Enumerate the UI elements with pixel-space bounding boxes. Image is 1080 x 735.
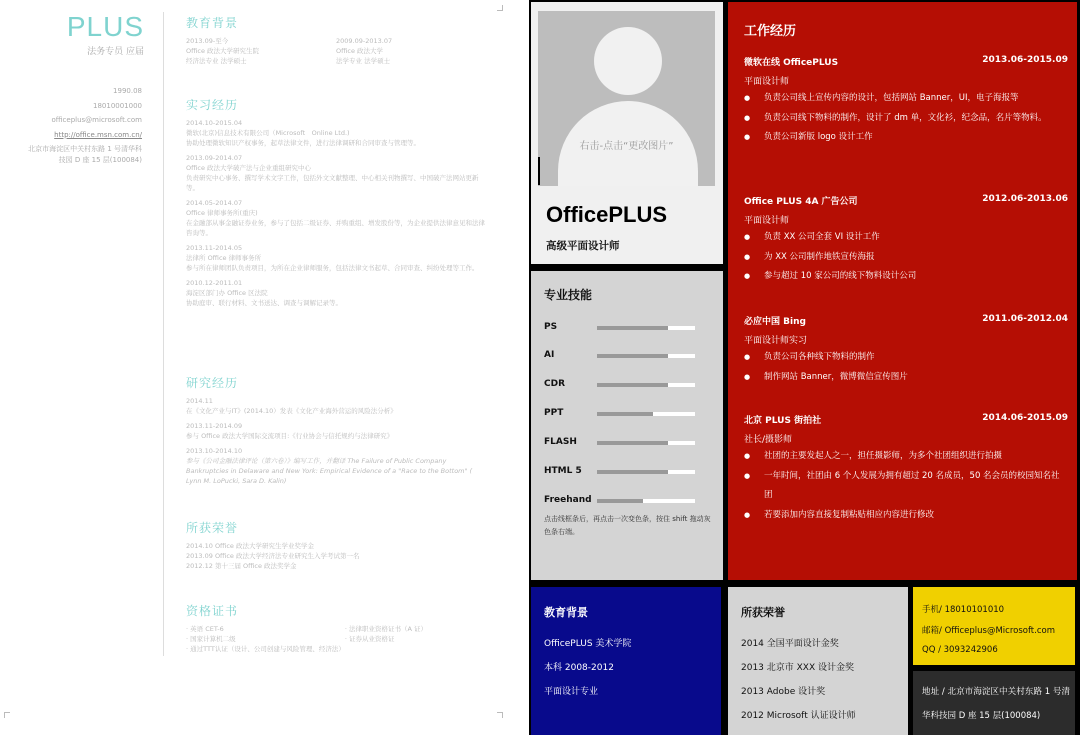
text-line: 法律所 Office 律师事务所 <box>186 254 262 262</box>
phone-line: 手机/ 18010101010 <box>922 605 1005 615</box>
section-title: 实习经历 <box>186 98 239 112</box>
skill-row <box>544 379 714 393</box>
skill-name: PPT <box>544 408 564 418</box>
bullet-item: ● 负责公司新版 logo 设计工作 <box>744 128 1064 148</box>
bullet-item: ● 为 XX 公司制作地铁宣传海报 <box>744 248 1064 268</box>
text-line: 参与 Office 政法大学国际交流项目:《行业协会与信托规约与法律研究》 <box>186 432 394 440</box>
address-panel <box>913 671 1075 735</box>
education-column <box>186 36 336 66</box>
crop-mark-icon <box>497 712 503 718</box>
list-item <box>186 243 486 273</box>
job-company: Office PLUS 4A 广告公司 <box>744 197 858 207</box>
skill-track[interactable] <box>597 499 695 503</box>
award-item: 2013 北京市 XXX 设计金奖 <box>741 663 854 673</box>
award-item: 2013 Adobe 设计奖 <box>741 687 826 697</box>
section-title: 所获荣誉 <box>741 606 785 619</box>
skill-level-bar[interactable] <box>597 326 668 330</box>
skill-level-bar[interactable] <box>597 470 668 474</box>
job-date: 2012.06-2013.06 <box>982 194 1068 204</box>
address-line: 技园 D 座 15 层(100084) <box>58 156 142 164</box>
text-line: 经济法专业 法学硕士 <box>186 57 247 65</box>
list-item <box>186 278 486 308</box>
skill-level-bar[interactable] <box>597 441 668 445</box>
text-line: 参与《公司金融法律评论（第六卷）》编写工作，并翻译 The Failure of Public Company Bankruptcies in Delaware and New York: Empirical Evidence of a "Race to the Bottom" ( Lynn M. LoPucki, Sara D. Kalin) <box>186 457 473 485</box>
job-date: 2013.06-2015.09 <box>982 55 1068 65</box>
text-line: 2013.09-2014.07 <box>186 154 243 162</box>
address-line: 北京市海淀区中关村东路 1 号清华科 <box>28 145 142 153</box>
education-section <box>186 14 486 66</box>
list-item <box>186 396 486 416</box>
skill-name: CDR <box>544 379 566 389</box>
bullet-item: ● 一年时间，社团由 6 个人发展为拥有超过 20 名成员，50 名会员的校园知名社团 <box>744 467 1064 506</box>
text-line: · 法律职业资格证书（A 证） <box>344 625 427 633</box>
bullet-item: ● 负责公司线下物料的制作，设计了 dm 单，文化衫，纪念品，名片等物料。 <box>744 109 1064 129</box>
degree-line: 本科 2008-2012 <box>544 663 614 673</box>
right-resume-page <box>529 0 1080 735</box>
email-address[interactable]: officeplus@microsoft.com <box>51 116 142 124</box>
honors-section <box>186 519 486 571</box>
major-line: 平面设计专业 <box>544 687 599 697</box>
text-line: · 国家计算机二级 <box>186 635 236 643</box>
skill-level-bar[interactable] <box>597 412 653 416</box>
job-role: 平面设计师 <box>744 77 790 87</box>
skill-row <box>544 322 714 336</box>
website-link[interactable]: http://office.msn.com.cn/ <box>54 130 142 139</box>
skill-name: PS <box>544 322 558 332</box>
skill-name: Freehand <box>544 495 592 505</box>
skills-note: 点击线框条后，再点击一次变色条，按住 shift 拖动灰色条右端。 <box>544 515 711 536</box>
text-line: · 证券从业资格证 <box>344 635 395 643</box>
skill-row <box>544 466 714 480</box>
bullet-item: ● 参与超过 10 家公司的线下物料设计公司 <box>744 267 1064 287</box>
skill-level-bar[interactable] <box>597 499 643 503</box>
skill-row <box>544 437 714 451</box>
skill-track[interactable] <box>597 412 695 416</box>
job-role: 平面设计师实习 <box>744 336 808 346</box>
job-title: 高级平面设计师 <box>546 240 620 252</box>
cert-column <box>345 624 486 654</box>
text-line: 协助处理微软知识产权事务，起草法律文件，进行法律调研和合同审查与管理等。 <box>186 139 420 147</box>
text-line: 2014.10-2015.04 <box>186 119 243 127</box>
phone-number: 18010001000 <box>93 101 142 110</box>
job-role: 社长/摄影师 <box>744 435 793 445</box>
text-line: 2010.12-2011.01 <box>186 279 243 287</box>
section-title: 所获荣誉 <box>186 521 239 535</box>
list-item <box>186 118 486 148</box>
text-line: 微软(北京)信息技术有限公司（Microsoft Online Ltd.) <box>186 129 350 137</box>
text-line: 2014.05-2014.07 <box>186 199 243 207</box>
crop-mark-icon <box>4 4 10 10</box>
brand-title: PLUS <box>66 11 144 42</box>
section-title: 教育背景 <box>544 606 588 619</box>
section-title: 专业技能 <box>544 288 593 302</box>
bullet-item: ● 若要添加内容直接复制粘贴相应内容进行修改 <box>744 506 1064 526</box>
bullet-item: ● 社团的主要发起人之一，担任摄影师，为多个社团组织进行拍摄 <box>744 447 1064 467</box>
certs-section <box>186 602 486 654</box>
text-line: 2009.09-2013.07 <box>336 37 393 45</box>
avatar-head-shape <box>594 27 662 95</box>
left-resume-page <box>0 0 512 735</box>
job-date: 2014.06-2015.09 <box>982 413 1068 423</box>
skill-name: AI <box>544 350 555 360</box>
text-line: 2013.11-2014.09 <box>186 422 243 430</box>
internship-section <box>186 96 486 313</box>
profile-panel <box>531 2 723 264</box>
text-line: 参与所在律师团队负责项目，为所在企业律师服务，包括法律文书起草、合同审查、纠纷处理等工作。 <box>186 264 479 272</box>
email-line[interactable]: 邮箱/ Officeplus@Microsoft.com <box>922 626 1055 636</box>
skill-track[interactable] <box>597 441 695 445</box>
text-line: Office 政法大学研究生院 <box>186 47 260 55</box>
job-date: 2011.06-2012.04 <box>982 314 1068 324</box>
text-line: Office 律师事务所(重庆) <box>186 209 258 217</box>
research-section <box>186 374 486 491</box>
section-title: 资格证书 <box>186 604 239 618</box>
photo-hint-text: 右击-点击“更改图片” <box>579 141 674 152</box>
crop-mark-icon <box>497 5 503 11</box>
text-line: · 通过TTT认证（设计、公司创建与风险管理、经济法） <box>186 645 345 653</box>
contact-panel <box>913 587 1075 665</box>
text-line: Office 政法大学 <box>336 47 384 55</box>
skill-row <box>544 495 714 509</box>
skill-track[interactable] <box>597 354 695 358</box>
skill-row <box>544 350 714 364</box>
qq-line: QQ / 3093242906 <box>922 645 998 655</box>
skill-level-bar[interactable] <box>597 354 668 358</box>
bullet-item: ● 负责公司线上宣传内容的设计，包括网站 Banner，UI，电子海报等 <box>744 89 1064 109</box>
avatar-placeholder-icon[interactable] <box>538 11 715 186</box>
text-line: 2013.10-2014.10 <box>186 447 243 455</box>
list-item <box>186 446 486 486</box>
awards-panel <box>728 587 908 735</box>
text-line: 在《文化产业与IT》(2014.10）发表《文化产业海外营运的风险法分析》 <box>186 407 397 415</box>
job-company: 微软在线 OfficePLUS <box>744 58 839 68</box>
candidate-name: OfficePLUS <box>546 202 668 227</box>
text-line: 法学专业 法学硕士 <box>336 57 391 65</box>
list-item <box>186 153 486 193</box>
job-company: 北京 PLUS 街拍社 <box>744 416 822 426</box>
text-line: Office 政法大学破产法与企业重组研究中心 <box>186 164 312 172</box>
bullet-item: ● 负责公司各种线下物料的制作 <box>744 348 1064 368</box>
job-entry <box>744 194 1068 287</box>
award-item: 2014 全国平面设计金奖 <box>741 639 839 649</box>
skill-row <box>544 408 714 422</box>
text-line: 在金融部从事金融证券业务，参与了包括二级证券、并购重组、增发股份等，为企业提供法律意见和法律咨询等。 <box>186 219 485 237</box>
award-item: 2012 Microsoft 认证设计师 <box>741 711 856 721</box>
skill-name: HTML 5 <box>544 466 582 476</box>
bullet-item: ● 制作网站 Banner，微博微信宣传图片 <box>744 368 1064 388</box>
work-experience-panel <box>728 2 1077 580</box>
text-line: 2014.10 Office 政法大学研究生学业奖学金 <box>186 542 314 550</box>
text-line: 2013.11-2014.05 <box>186 244 243 252</box>
skill-track[interactable] <box>597 470 695 474</box>
skill-name: FLASH <box>544 437 577 447</box>
text-line: 负责研究中心事务、撰写学术文字工作，包括外文文献整理、中心相关刊物撰写、中国破产法网站更新等。 <box>186 174 479 192</box>
section-title: 研究经历 <box>186 376 239 390</box>
left-header <box>20 12 144 57</box>
education-panel <box>531 587 721 735</box>
text-line: 2012.12 第十三届 Office 政法奖学金 <box>186 562 297 570</box>
job-role: 平面设计师 <box>744 216 790 226</box>
job-company: 必应中国 Bing <box>744 317 806 327</box>
address-text: 地址 / 北京市海淀区中关村东路 1 号清华科技园 D 座 15 层(100084) <box>922 687 1070 721</box>
skill-track[interactable] <box>597 326 695 330</box>
job-entry <box>744 314 1068 387</box>
vertical-divider <box>163 12 164 656</box>
birth-date: 1990.08 <box>113 87 142 95</box>
list-item <box>186 421 486 441</box>
job-entry <box>744 55 1068 148</box>
bullet-item: ● 负责 XX 公司全套 VI 设计工作 <box>744 228 1064 248</box>
text-line: · 英语 CET-6 <box>186 625 224 633</box>
school-name: OfficePLUS 美术学院 <box>544 639 632 649</box>
text-line: 海淀区部门办 Office 区法院 <box>186 289 268 297</box>
cert-column <box>186 624 345 654</box>
text-line: 2014.11 <box>186 397 213 405</box>
skill-track[interactable] <box>597 383 695 387</box>
section-title: 教育背景 <box>186 16 239 30</box>
education-column <box>336 36 486 66</box>
job-entry <box>744 413 1068 525</box>
text-line: 协助庭审、联行材料、文书送达、调查与调解记录等。 <box>186 299 342 307</box>
skills-panel <box>531 271 723 580</box>
text-line: 2013.09 Office 政法大学经济法专业研究生入学考试第一名 <box>186 552 360 560</box>
section-title: 工作经历 <box>744 24 797 39</box>
text-line: 2013.09-至今 <box>186 37 229 45</box>
brand-subtitle: 法务专员 应届 <box>87 47 144 57</box>
text-cursor-icon <box>538 157 540 185</box>
left-contact-info <box>10 84 142 166</box>
list-item <box>186 198 486 238</box>
skill-level-bar[interactable] <box>597 383 668 387</box>
crop-mark-icon <box>4 712 10 718</box>
